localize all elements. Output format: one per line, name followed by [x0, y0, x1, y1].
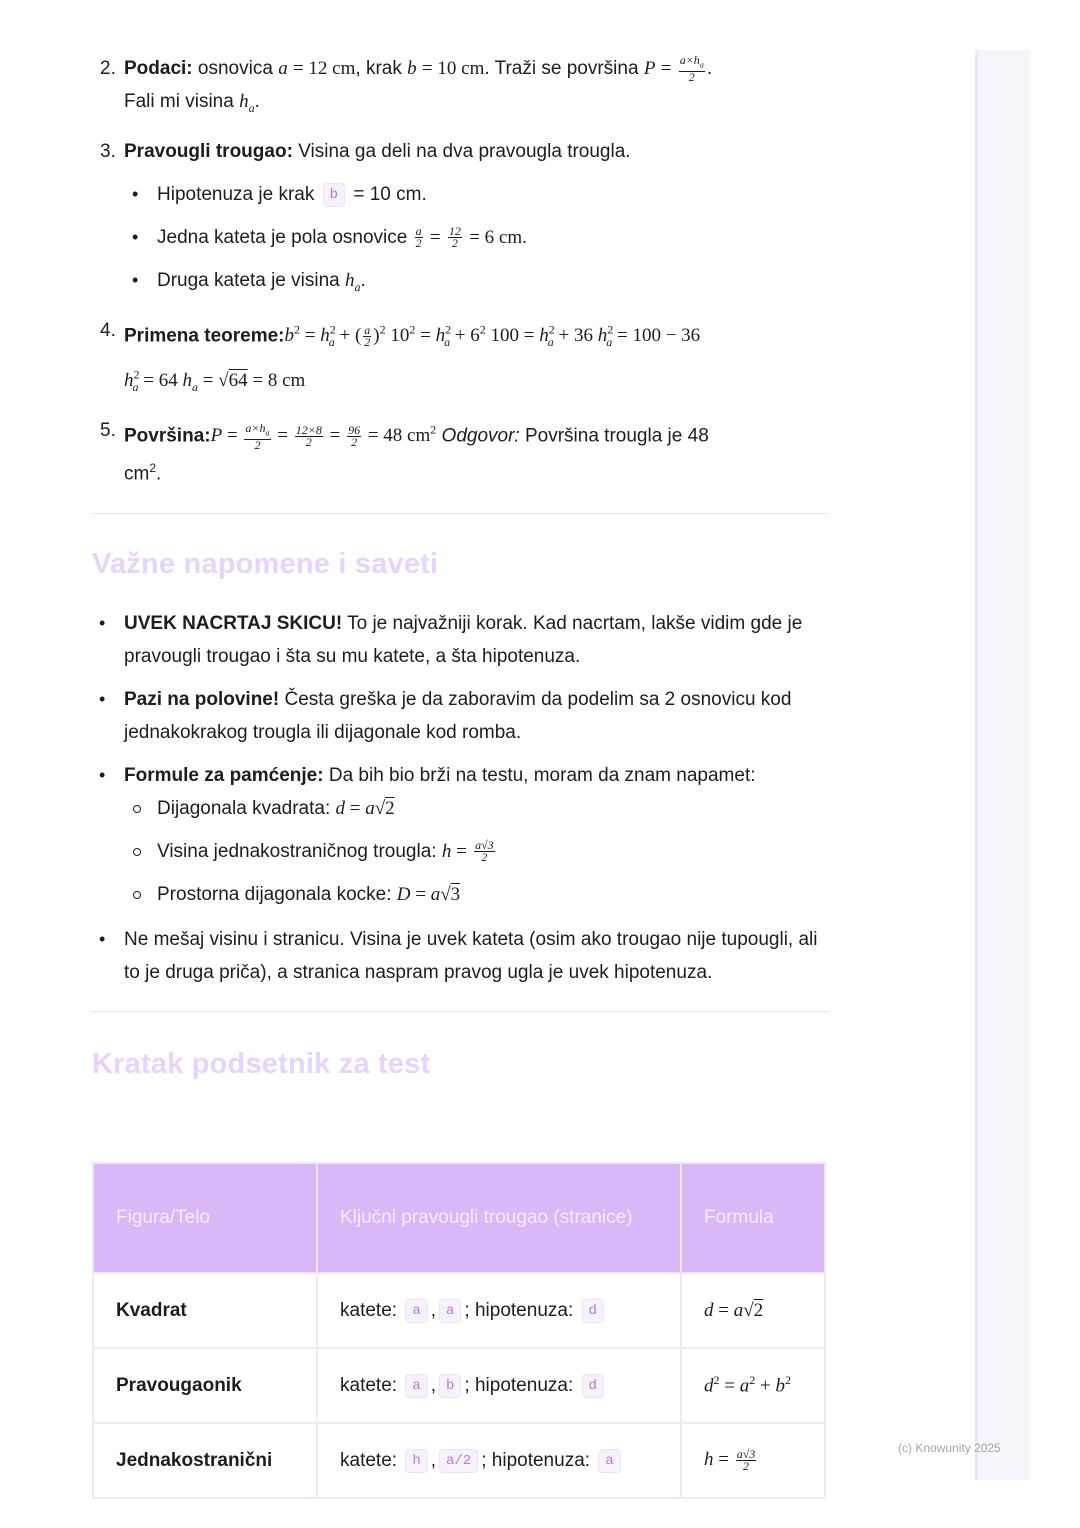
- step-5: 5. Površina:P = $\frac{a\times h_a}{2}$ = $\frac{12\times 8}{2}$ = $\frac{96}{2}$ = 48 $cm^2$ Odgovor: Površina trougla je 48 $cm^2$.: [92, 414, 832, 491]
- step-4: [92, 314, 832, 404]
- divider: [92, 1011, 828, 1012]
- step-3-list: [92, 178, 832, 304]
- list-item: Prostorna dijagonala kocke: D = a√3: [124, 878, 832, 911]
- list-item: • Ne mešaj visinu i stranicu. Visina je uvek kateta (osim ako trougao nije tupougli, ali to je druga priča), a stranica naspram pravog ugla je uvek hipotenuza.: [92, 923, 832, 989]
- table-row: Pravougaonik katete: a , b ; hipotenuza: d $d^2 = a^2 + b^2$: [93, 1348, 825, 1423]
- step-2: 2. Podaci: osnovica a = 12 cm, krak b = 10 cm. Traži se površina P = $\frac{a\times h_a}{2}$ . Fali mi visina $h_a$.: [100, 53, 713, 115]
- list-item: • Formule za pamćenje: Da bih bio brži na testu, moram da znam napamet: Dijagonala kvadrata: d = a√2 Visina jednakostraničnog trougla: h = $\frac{a√3}{2}$ Prostorna dijagonala kocke: D = a√3: [92, 759, 832, 911]
- formula-list: [124, 792, 832, 911]
- copyright-text: (c) Knowunity 2025: [898, 1441, 1001, 1455]
- answer-label: Odgovor:: [441, 425, 520, 447]
- step-number: 4.: [100, 319, 116, 341]
- side-panel-border: [975, 50, 978, 1480]
- table-row: Kvadrat katete: a , a ; hipotenuza: d d = a√2: [93, 1273, 825, 1348]
- list-item: • Pazi na polovine! Česta greška je da zaboravim da podelim sa 2 osnovicu kod jednakokrakog trougla ili dijagonale kod romba.: [92, 683, 832, 749]
- step-3: 3. Pravougli trougao: Visina ga deli na dva pravougla trougla.: [92, 135, 832, 168]
- table-row: Jednakostranični katete: h , a/2 ; hipotenuza: a h = $\frac{a√3}{2}$: [93, 1423, 825, 1498]
- formula-cell: h = $\frac{a√3}{2}$: [681, 1423, 825, 1498]
- section-heading-notes: Važne napomene i saveti: [92, 547, 439, 580]
- section-heading-test: Kratak podsetnik za test: [92, 1047, 431, 1080]
- list-item: • Hipotenuza je krak b = 10 cm.: [92, 178, 832, 211]
- table-header: Ključni pravougli trougao (stranice): [317, 1163, 681, 1273]
- step-label: Podaci:: [124, 58, 193, 79]
- summary-table: [92, 1162, 826, 1499]
- main-content: [92, 48, 832, 1081]
- step-label: Primena teoreme:: [124, 324, 285, 346]
- code-b: b: [323, 183, 345, 207]
- step-label: Površina:: [124, 425, 211, 447]
- notes-list: [92, 607, 832, 989]
- step-number: 3.: [100, 140, 116, 162]
- formula-cell: $d^2 = a^2 + b^2$: [681, 1348, 825, 1423]
- area-fraction: $\frac{a\times h_a}{2}$: [679, 53, 704, 84]
- table-header: Figura/Telo: [93, 1163, 317, 1273]
- step-label: Pravougli trougao:: [124, 140, 293, 162]
- list-item: • Druga kateta je visina $h_a$.: [92, 264, 832, 304]
- list-item: • Jedna kateta je pola osnovice $\frac{a}{2}$ = $\frac{12}{2}$ = 6 cm.: [92, 221, 832, 254]
- side-panel: [975, 50, 1030, 1480]
- list-item: Dijagonala kvadrata: d = a√2: [124, 792, 832, 825]
- divider: [92, 513, 828, 514]
- step-number: 2.: [100, 58, 116, 79]
- pythagoras-formula: $b^2 = h^2_a$ + ( $\frac{a}{2}$ )$^2$ $10^2 = h^2_a + 6^2$ $100 = h^2_a + 36$ $h^2_a = 100 - 36$ $h^2_a = 64$ $h_a = √64 = 8$ cm: [124, 322, 701, 394]
- list-item: • UVEK NACRTAJ SKICU! To je najvažniji korak. Kad nacrtam, lakše vidim gde je pravougli trougao i šta su mu katete, a šta hipotenuza.: [92, 607, 832, 673]
- formula-cell: d = a√2: [681, 1273, 825, 1348]
- table-header-row: [93, 1163, 825, 1273]
- table-header: Formula: [681, 1163, 825, 1273]
- list-item: Visina jednakostraničnog trougla: h = $\frac{a√3}{2}$: [124, 835, 832, 868]
- step-number: 5.: [100, 419, 116, 441]
